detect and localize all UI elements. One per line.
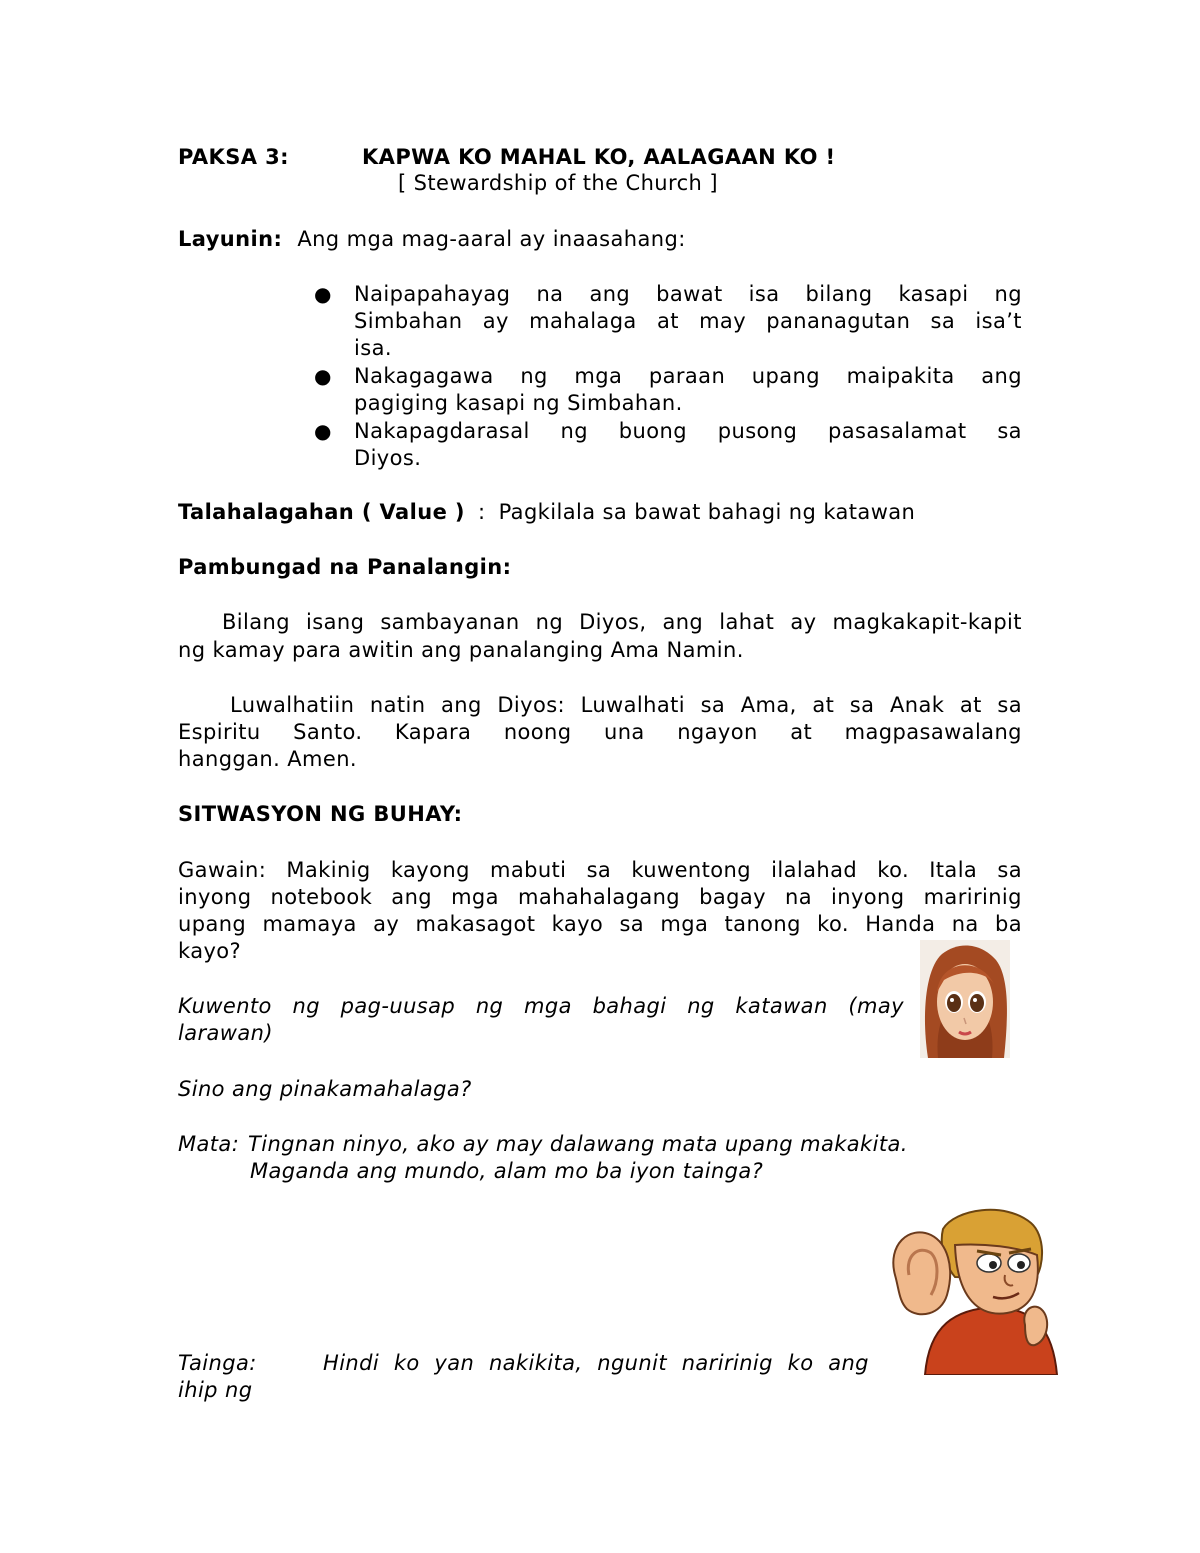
word: mabuti xyxy=(489,858,567,882)
word: kuwentong xyxy=(631,858,751,882)
mata-line: Maganda ang mundo, alam mo ba iyon tainga? xyxy=(250,1159,764,1183)
word: makasagot xyxy=(415,912,536,936)
kuwento-line xyxy=(178,993,904,1020)
gawain-line xyxy=(178,911,1022,938)
word: sambayanan xyxy=(380,610,520,634)
value-label: Talahalagahan ( Value ) xyxy=(178,500,465,524)
word: ng xyxy=(520,364,548,388)
word: Nakagagawa xyxy=(354,364,494,388)
word: maririnig xyxy=(923,885,1022,909)
word: ay xyxy=(373,912,400,936)
word: Bilang xyxy=(222,610,290,634)
word: magkakapit-kapit xyxy=(832,610,1022,634)
word: na xyxy=(536,282,564,306)
word: at xyxy=(812,693,835,717)
word: ilalahad xyxy=(771,858,858,882)
word: isang xyxy=(306,610,365,634)
list-item-line: pagiging kasapi ng Simbahan. xyxy=(354,391,683,415)
word: bilang xyxy=(805,282,873,306)
girl-face-illustration xyxy=(920,940,1010,1058)
word: Kuwento xyxy=(178,994,272,1018)
word: Diyos: xyxy=(497,693,566,717)
word: noong xyxy=(503,720,572,744)
word: ko xyxy=(393,1351,420,1375)
word: mga xyxy=(451,885,499,909)
word: mamaya xyxy=(262,912,357,936)
word: mga xyxy=(660,912,709,936)
layunin-intro: Ang mga mag-aaral ay inaasahang: xyxy=(297,227,686,251)
word: Nakapagdarasal xyxy=(354,419,530,443)
word: yan xyxy=(434,1351,475,1375)
word: ang xyxy=(391,885,433,909)
word: sa xyxy=(997,419,1022,443)
word: bahagi xyxy=(592,994,667,1018)
word: Luwalhatiin xyxy=(230,693,355,717)
bullet-icon: ● xyxy=(314,282,332,306)
word: Espiritu xyxy=(178,720,261,744)
word: katawan xyxy=(735,994,828,1018)
word: ay xyxy=(482,309,509,333)
word: bawat xyxy=(656,282,723,306)
word: inyong xyxy=(178,885,252,909)
word: at xyxy=(656,309,679,333)
word: Diyos, xyxy=(579,610,647,634)
kuwento-line: larawan) xyxy=(178,1021,273,1045)
word: (may xyxy=(848,994,904,1018)
word: bagay xyxy=(699,885,766,909)
word: ba xyxy=(994,912,1022,936)
word: sa xyxy=(619,912,645,936)
layunin-row xyxy=(178,226,686,253)
word: Itala xyxy=(929,858,978,882)
word: notebook xyxy=(270,885,373,909)
paksa-label: PAKSA 3: xyxy=(178,145,289,169)
word: Gawain: xyxy=(178,858,267,882)
word: ang xyxy=(828,1351,869,1375)
layunin-label: Layunin: xyxy=(178,227,283,251)
word: ng xyxy=(687,994,715,1018)
bullet-icon: ● xyxy=(314,419,332,443)
word: una xyxy=(603,720,645,744)
word: pananagutan xyxy=(766,309,911,333)
word: Santo. xyxy=(293,720,363,744)
word: buong xyxy=(618,419,687,443)
gawain-line xyxy=(178,857,1022,884)
tainga-label: Tainga: xyxy=(178,1351,257,1375)
panalangin-p2-line: hanggan. Amen. xyxy=(178,747,358,771)
mata-line: Tingnan ninyo, ako ay may dalawang mata upang makakita. xyxy=(248,1132,908,1156)
word: ang xyxy=(589,282,631,306)
word: sa xyxy=(586,858,612,882)
word: paraan xyxy=(648,364,726,388)
word: ay xyxy=(790,610,817,634)
word: ng xyxy=(292,994,320,1018)
word: ang xyxy=(662,610,704,634)
word: kayong xyxy=(390,858,470,882)
panalangin-p2-line xyxy=(230,692,1022,719)
word: Naipapahayag xyxy=(354,282,511,306)
word: sa xyxy=(700,693,726,717)
word: isa xyxy=(748,282,780,306)
word: kasapi xyxy=(898,282,969,306)
word: pasasalamat xyxy=(828,419,967,443)
word: Ama, xyxy=(740,693,797,717)
word: natin xyxy=(369,693,426,717)
gawain-line: kayo? xyxy=(178,939,242,963)
panalangin-p2-line xyxy=(178,719,1022,746)
word: na xyxy=(951,912,979,936)
word: nakikita, xyxy=(488,1351,583,1375)
value-text: Pagkilala sa bawat bahagi ng katawan xyxy=(498,500,916,524)
word: pusong xyxy=(717,419,798,443)
word: ngayon xyxy=(677,720,758,744)
word: lahat xyxy=(719,610,775,634)
word: Handa xyxy=(865,912,936,936)
panalangin-p1-line xyxy=(222,609,1022,636)
word: maipakita xyxy=(846,364,955,388)
panalangin-heading: Pambungad na Panalangin: xyxy=(178,555,512,579)
word: upang xyxy=(751,364,820,388)
list-item-line xyxy=(354,281,1022,308)
word: naririnig xyxy=(681,1351,773,1375)
word: at xyxy=(959,693,982,717)
list-item-line: isa. xyxy=(354,336,392,360)
word: ko. xyxy=(877,858,910,882)
word: Kapara xyxy=(394,720,472,744)
word: Anak xyxy=(890,693,945,717)
list-item-line xyxy=(354,418,1022,445)
word: kayo xyxy=(551,912,604,936)
word: ang xyxy=(981,364,1022,388)
tainga-line: ihip ng xyxy=(178,1378,253,1402)
sitwasyon-heading: SITWASYON NG BUHAY: xyxy=(178,802,463,826)
word: may xyxy=(699,309,747,333)
word: ko. xyxy=(817,912,849,936)
boy-listening-ear-illustration xyxy=(885,1205,1065,1375)
word: sa xyxy=(997,693,1022,717)
word: mahalaga xyxy=(529,309,637,333)
question-line: Sino ang pinakamahalaga? xyxy=(178,1077,472,1101)
panalangin-p1-line: ng kamay para awitin ang panalanging Ama Namin. xyxy=(178,638,744,662)
word: mahahalagang xyxy=(518,885,681,909)
word: ng xyxy=(560,419,588,443)
word: inyong xyxy=(831,885,905,909)
page-subtitle: [ Stewardship of the Church ] xyxy=(398,171,718,195)
word: mga xyxy=(574,364,623,388)
word: sa xyxy=(849,693,875,717)
word: upang xyxy=(178,912,247,936)
word: ng xyxy=(475,994,504,1018)
mata-label: Mata: xyxy=(178,1132,240,1156)
word: ngunit xyxy=(597,1351,667,1375)
tainga-line xyxy=(323,1350,869,1377)
word: ng xyxy=(994,282,1022,306)
bullet-icon: ● xyxy=(314,364,332,388)
word: sa xyxy=(930,309,956,333)
gawain-line xyxy=(178,884,1022,911)
word: mga xyxy=(524,994,572,1018)
word: ng xyxy=(535,610,564,634)
word: na xyxy=(784,885,812,909)
word: sa xyxy=(997,858,1022,882)
value-colon: : xyxy=(478,500,486,524)
word: magpasawalang xyxy=(844,720,1022,744)
list-item-line: Diyos. xyxy=(354,446,422,470)
word: Makinig xyxy=(286,858,371,882)
value-row xyxy=(178,499,915,526)
word: isa’t xyxy=(975,309,1022,333)
word: at xyxy=(790,720,813,744)
word: Luwalhati xyxy=(580,693,685,717)
list-item-line xyxy=(354,363,1022,390)
list-item-line xyxy=(354,308,1022,335)
word: ko xyxy=(787,1351,814,1375)
page-title: KAPWA KO MAHAL KO, AALAGAAN KO ! xyxy=(362,145,836,169)
word: ang xyxy=(441,693,482,717)
word: pag-uusap xyxy=(340,994,456,1018)
word: Simbahan xyxy=(354,309,463,333)
word: Hindi xyxy=(323,1351,380,1375)
word: tanong xyxy=(724,912,801,936)
